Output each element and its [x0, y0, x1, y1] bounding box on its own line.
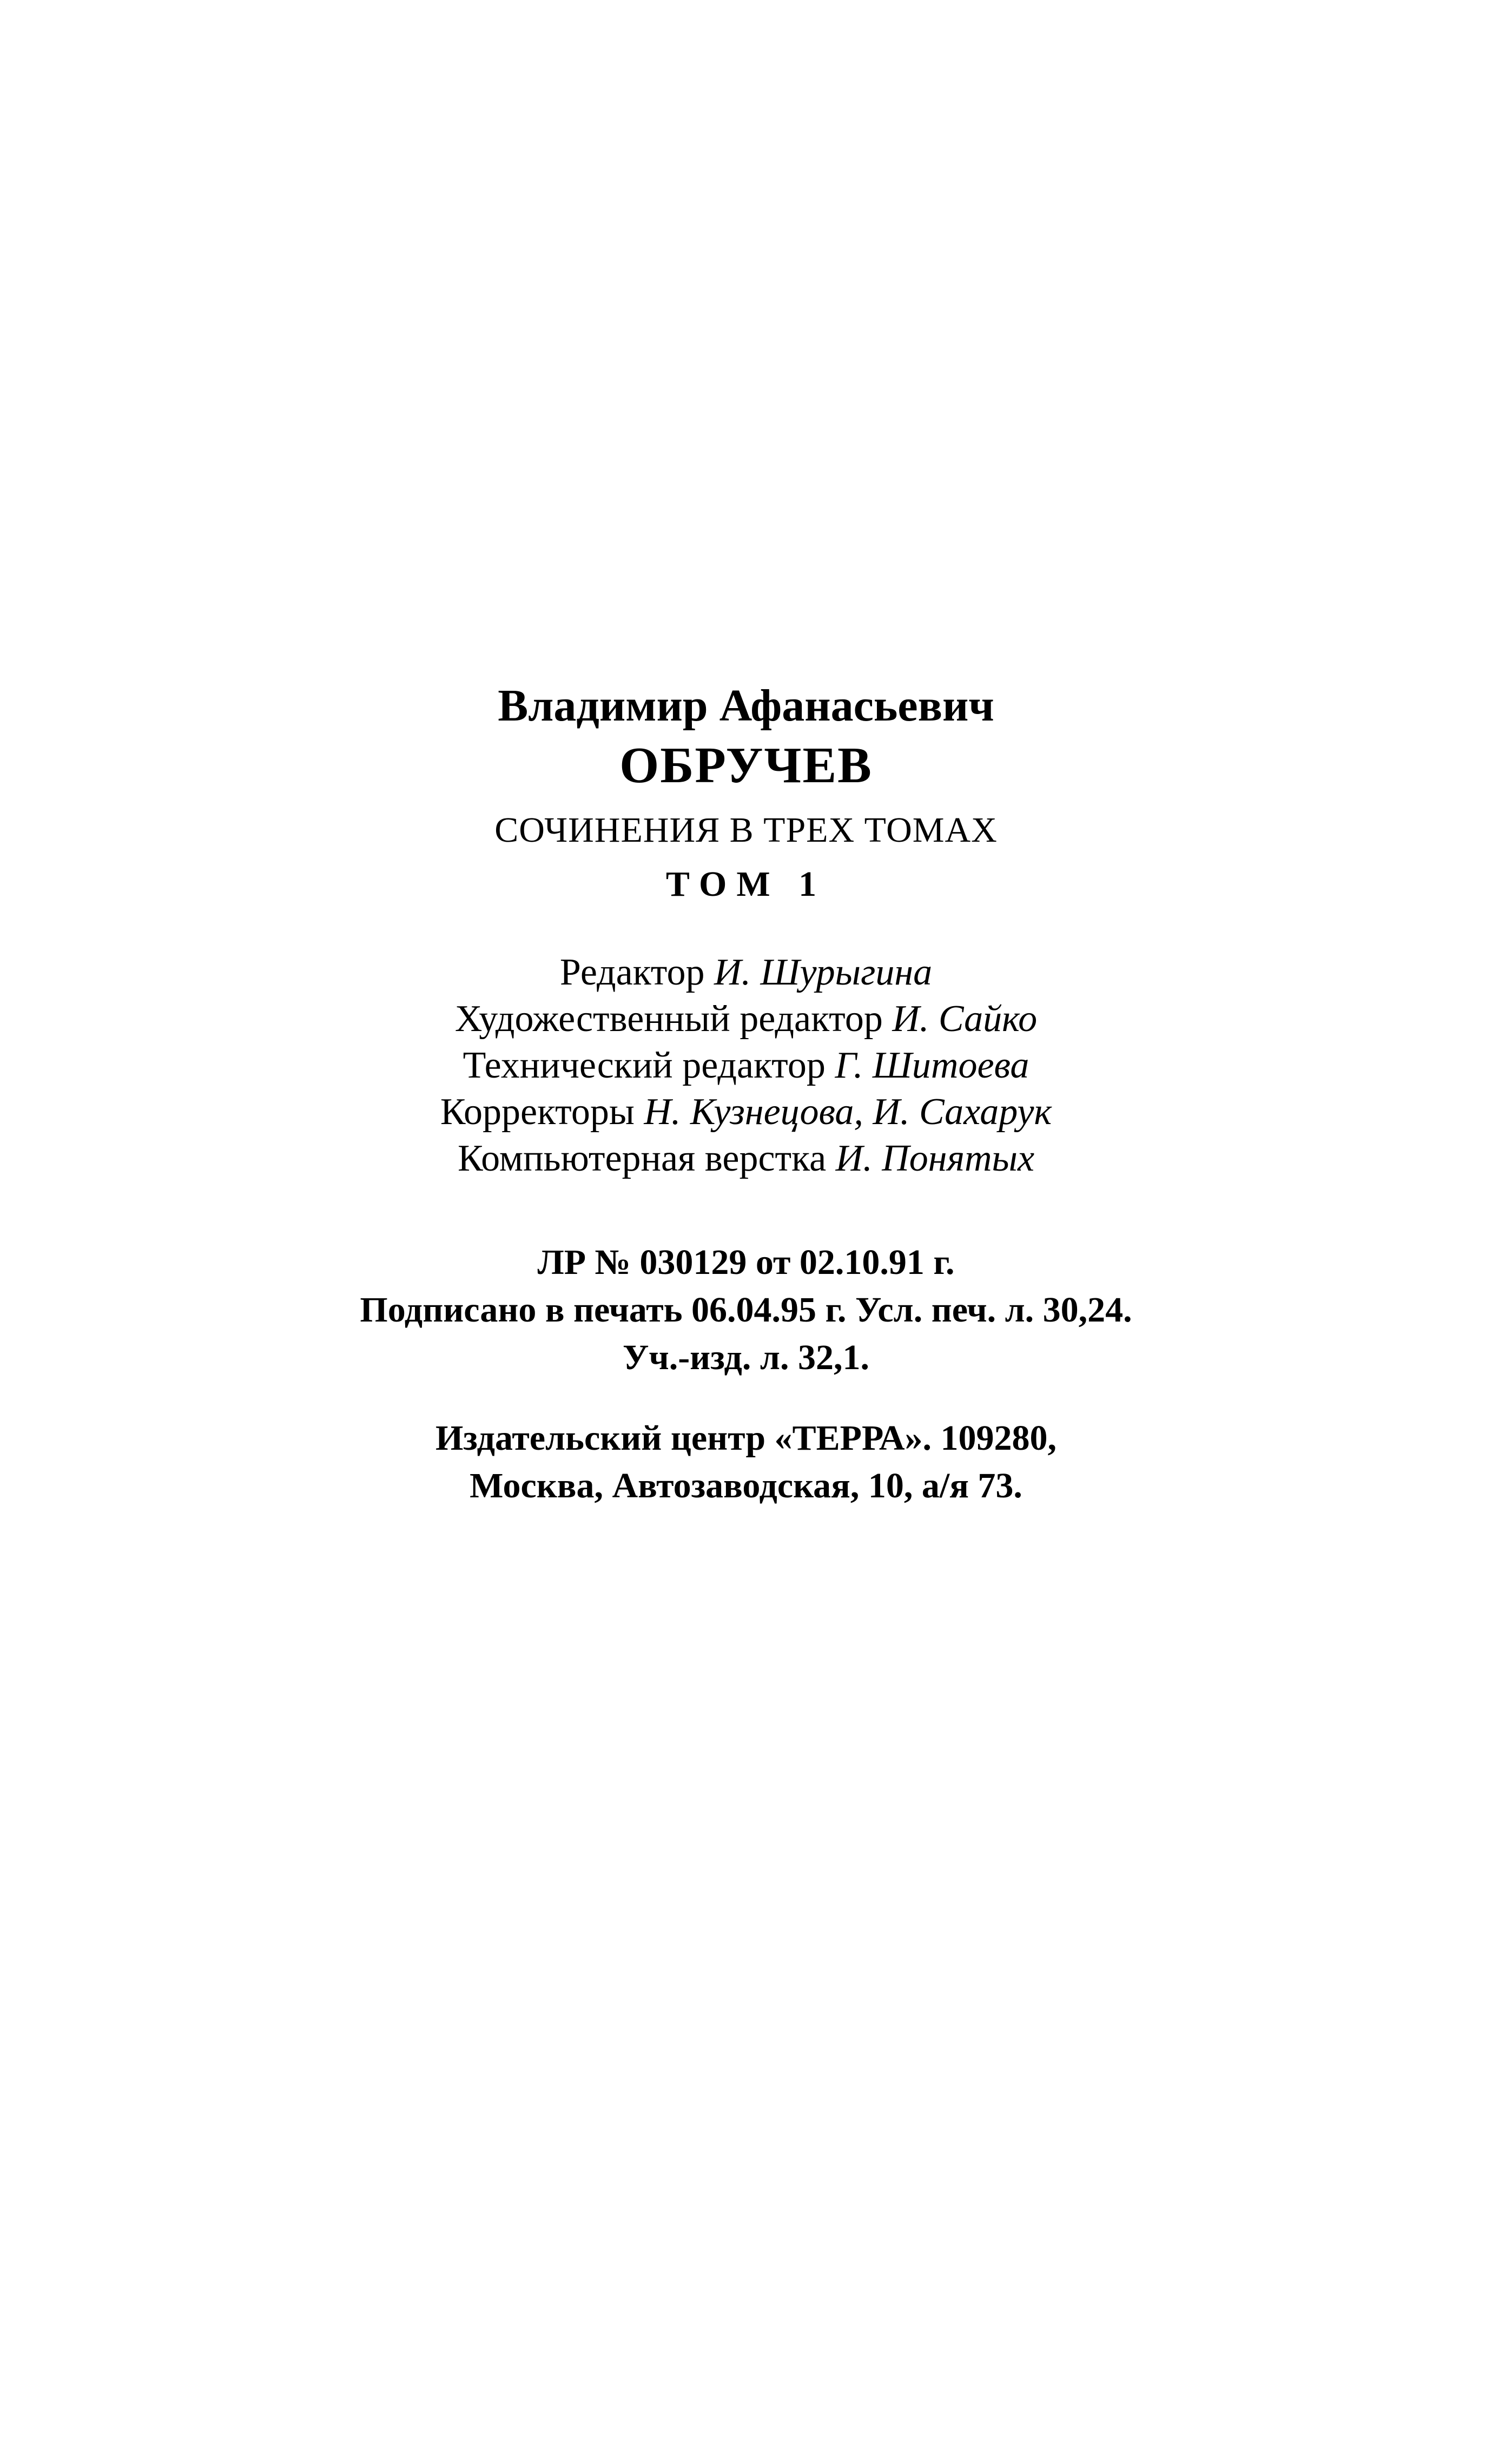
credit-role: Корректоры: [440, 1091, 635, 1133]
author-name: [0, 679, 1492, 733]
credit-role: Редактор: [559, 952, 705, 993]
credit-person: И. Понятых: [835, 1138, 1035, 1179]
credit-role: Художественный редактор: [454, 998, 883, 1040]
publisher-address-line: Москва, Автозаводская, 10, а/я 73.: [470, 1466, 1022, 1505]
credit-role: Компьютерная верстка: [457, 1138, 827, 1179]
volume-number: [0, 863, 1492, 906]
credit-person: И. Сайко: [892, 998, 1038, 1040]
credit-person: И. Шурыгина: [714, 952, 933, 993]
credit-line: [0, 949, 1492, 996]
credit-line: [0, 996, 1492, 1042]
publisher-info: [0, 1415, 1492, 1510]
series-title-text: СОЧИНЕНИЯ В ТРЕХ ТОМАХ: [494, 810, 998, 850]
credit-person: Г. Шитоева: [835, 1045, 1029, 1086]
volume-number-text: ТОМ 1: [665, 864, 827, 904]
imprint-info: [0, 1239, 1492, 1382]
sheets-line: Уч.-изд. л. 32,1.: [623, 1338, 869, 1377]
credit-line: [0, 1135, 1492, 1182]
credit-role: Технический редактор: [463, 1045, 826, 1086]
license-line: ЛР № 030129 от 02.10.91 г.: [537, 1243, 955, 1282]
author-surname: [0, 736, 1492, 795]
author-name-text: Владимир Афанасьевич: [498, 681, 994, 731]
series-title: [0, 809, 1492, 852]
credit-line: [0, 1042, 1492, 1089]
credit-line: [0, 1089, 1492, 1135]
author-surname-text: ОБРУЧЕВ: [619, 737, 873, 794]
publisher-name-line: Издательский центр «ТЕРРА». 109280,: [435, 1418, 1057, 1458]
credits-list: [0, 949, 1492, 1182]
signed-line: Подписано в печать 06.04.95 г. Усл. печ. л. 30,24.: [360, 1290, 1132, 1330]
credit-person: Н. Кузнецова, И. Сахарук: [644, 1091, 1052, 1133]
